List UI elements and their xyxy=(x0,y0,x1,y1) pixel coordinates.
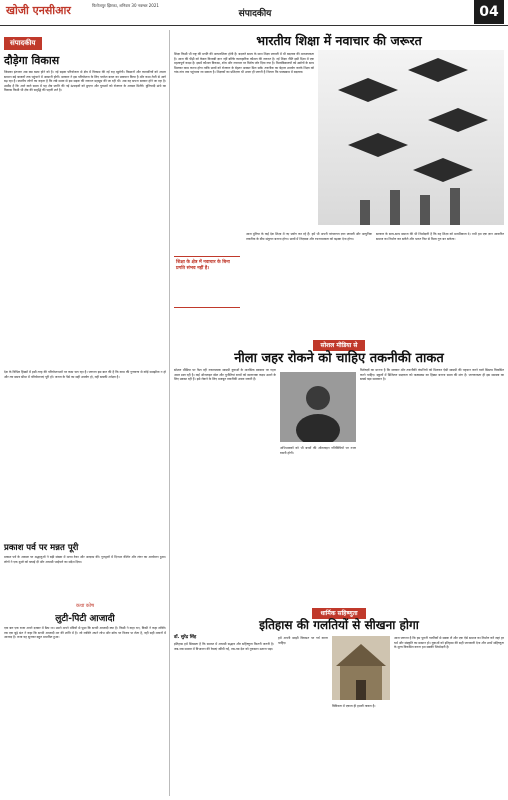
lead-headline[interactable]: दौड़ेगा विकास xyxy=(4,54,60,67)
ed2-headline[interactable]: नीला जहर रोकने को चाहिए तकनीकी ताकत xyxy=(234,351,444,366)
katha-headline[interactable]: लुटी-पिटी आजादी xyxy=(55,614,115,624)
lead-body: जिसका इंतजार अब बस खत्म होने को है। नई सड़क परियोजना से क्षेत्र में विकास की नई राह खुलेगी। किसानों और व्यापारियों को अपना सामान बड़े बाजारों तक पहुंचाने में आसानी होगी। सरकार ने इस परियोजना के लिए पर्याप्त बजट का प्रावधान किया है और काम तेजी से आगे बढ़ रहा है। स्थानीय लोगों का कहना है कि लंबे समय से इस सड़क की जरूरत महसूस की जा रही थी। अब यह सपना साकार होने जा रहा है। उम्मीद है कि आने वाले समय में यह क्षेत्र प्रगति की नई ऊंचाइयों को छुएगा और युवाओं को रोजगार के अवसर मिलेंगे। बुनियादी ढांचे का विकास किसी भी क्षेत्र की समृद्धि की पहली शर्त है। xyxy=(4,70,166,93)
graduation-caps-illustration xyxy=(318,50,504,225)
katha-label: कथा कोष xyxy=(76,603,94,609)
section-title: संपादकीय xyxy=(238,9,272,19)
main-body-col4: सरकार के साथ-साथ समाज की भी जिम्मेदारी है कि वह शिक्षा को प्राथमिकता दे। तभी हम एक ज्ञान आधारित समाज का निर्माण कर सकेंगे और भारत फिर से विश्व गुरु बन सकेगा। xyxy=(376,232,504,241)
monument-illustration xyxy=(332,636,390,700)
social-media-band xyxy=(174,332,504,349)
ed3-body-col4: आज जरूरत है कि हम पुरानी गलतियों से सबक लें और एक ऐसे समाज का निर्माण करें जहां हर धर्म और संस्कृति का सम्मान हो। युवाओं को इतिहास की सही जानकारी देना और उनमें सहिष्णुता के मूल्य विकसित करना हम सबकी जिम्मेदारी है। xyxy=(394,636,504,650)
graduation-photo xyxy=(318,50,504,225)
main-headline[interactable]: भारतीय शिक्षा में नवाचार की जरूरत xyxy=(256,33,422,48)
main-body-col1: शिक्षा किसी भी राष्ट्र की प्रगति की आधारशिला होती है। बदलते समय के साथ शिक्षा प्रणाली में भी बदलाव की आवश्यकता है। आज की पीढ़ी को केवल किताबी ज्ञान नहीं बल्कि व्यावहारिक कौशल की जरूरत है। नई शिक्षा नीति इसी दिशा में एक महत्वपूर्ण कदम है। इसमें कौशल विकास, शोध और नवाचार पर विशेष जोर दिया गया है। विश्वविद्यालयों को उद्योगों के साथ मिलकर काम करना होगा ताकि छात्रों को रोजगार के बेहतर अवसर मिल सकें। तकनीक का बेहतर उपयोग करके शिक्षा को गांव-गांव तक पहुंचाया जा सकता है। शिक्षकों का प्रशिक्षण भी उतना ही जरूरी है जितना कि पाठ्यक्रम में बदलाव। xyxy=(174,52,314,75)
sub-body: प्रकाश पर्व के अवसर पर श्रद्धालुओं ने बड़ी संख्या में मत्था टेका और अरदास की। गुरुद्वारों में दिनभर कीर्तन और लंगर का आयोजन हुआ। लोगों ने एक दूसरे को बधाई दी और आपसी भाईचारे का संदेश दिया। xyxy=(4,555,166,564)
author-byline: डॉ. सुरेंद्र सिंह xyxy=(174,635,197,640)
editorial-band: संपादकीय xyxy=(4,37,42,50)
stressed-person-photo xyxy=(280,372,356,442)
brand-logo[interactable]: खोजी एनसीआर xyxy=(6,4,71,17)
social-media-label: सोशल मीडिया से xyxy=(313,340,366,351)
ed2-body-col1: सोशल मीडिया पर फैल रही नकारात्मक सामग्री युवाओं के मानसिक स्वास्थ्य पर गहरा असर डाल रही है। कई ऑनलाइन खेल और चुनौतियां बच्चों को खतरनाक कदम उठाने के लिए उकसा रही हैं। इसे रोकने के लिए मजबूत तकनीकी उपाय जरूरी हैं। xyxy=(174,368,276,382)
religion-band xyxy=(174,600,504,617)
main-body-col3: आज दुनिया के कई देश शिक्षा में नए प्रयोग कर रहे हैं। हमें भी अपनी परंपरागत ज्ञान प्रणाली और आधुनिक तकनीक के बीच संतुलन बनाना होगा। छात्रों में जिज्ञासा और रचनात्मकता को बढ़ावा देना होगा। xyxy=(246,232,372,241)
ed2-body-col3: विशेषज्ञों का मानना है कि सरकार और तकनीकी कंपनियों को मिलकर ऐसी सामग्री की पहचान करने वाले सिस्टम विकसित करने चाहिए। स्कूलों में डिजिटल साक्षरता को पाठ्यक्रम का हिस्सा बनाना समय की मांग है। जागरूकता ही इस समस्या का सबसे बड़ा समाधान है। xyxy=(360,368,504,382)
left-column xyxy=(4,30,166,796)
ed3-body-col3: विविधता में एकता ही हमारी ताकत है। xyxy=(332,704,376,708)
pull-quote: शिक्षा के क्षेत्र में नवाचार के बिना प्रगति संभव नहीं है। xyxy=(174,256,240,308)
religion-label: धार्मिक सहिष्णुता xyxy=(312,608,365,619)
masthead xyxy=(0,0,508,26)
stressed-person-illustration xyxy=(280,372,356,442)
ed3-body-col1: इतिहास हमें सिखाता है कि समाज में आपसी सद्भाव और सहिष्णुता कितनी जरूरी है। जब-जब समाज में विभाजन की रेखाएं खींची गईं, तब-तब देश को नुकसान उठाना पड़ा। xyxy=(174,642,274,651)
sub-headline[interactable]: प्रकाश पर्व पर मन्नत पूरी xyxy=(4,543,79,553)
lead-body-continued: देश के विभिन्न हिस्सों में इसी तरह की परियोजनाओं पर काम चल रहा है। जरूरत इस बात की है कि काम की गुणवत्ता से कोई समझौता न हो और तय समय सीमा में परियोजनाएं पूरी हों। जनता के पैसे का सही उपयोग हो, यही सबकी अपेक्षा है। xyxy=(4,370,166,379)
ed3-headline[interactable]: इतिहास की गलतियों से सीखना होगा xyxy=(259,618,419,632)
page-number: 04 xyxy=(474,0,504,24)
dateline: फिरोजपुर झिरका, शनिवार 30 नवम्बर 2021 xyxy=(92,3,159,8)
history-photo xyxy=(332,636,390,700)
ed3-body-col2: हमें अपनी साझी विरासत पर गर्व करना चाहिए। xyxy=(278,636,328,645)
katha-body: एक बार एक राजा अपने दरबार में बैठा था। उसने अपने मंत्रियों से पूछा कि सच्ची आजादी क्या है। किसी ने कहा धन, किसी ने कहा शक्ति। तब एक बूढ़े संत ने कहा कि सच्ची आजादी मन की शांति में है। जो व्यक्ति अपने लोभ और क्रोध पर विजय पा लेता है, वही सही मायनों में आजाद है। राजा यह सुनकर बहुत प्रभावित हुआ। xyxy=(4,626,166,640)
ed2-body-col2: अभिभावकों को भी बच्चों की ऑनलाइन गतिविधियों पर नजर रखनी होगी। xyxy=(280,446,356,455)
column-divider xyxy=(169,30,170,796)
